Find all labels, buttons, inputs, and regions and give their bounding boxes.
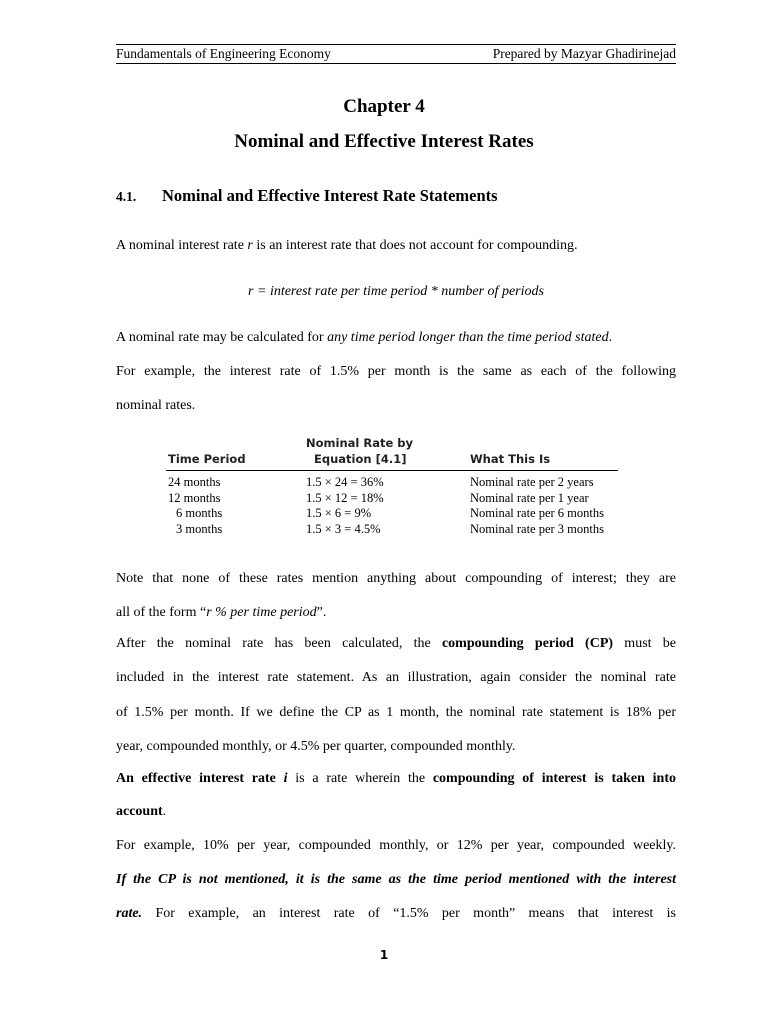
paragraph3-line2 (116, 604, 676, 622)
emphasis-text: r % per time period (206, 605, 317, 620)
header-right: Prepared by Mazyar Ghadirinejad (492, 46, 676, 61)
paragraph2-line3: nominal rates. (116, 398, 196, 413)
table-row (166, 491, 618, 507)
text-run: A nominal interest rate (116, 238, 248, 253)
cell-rate: 1.5 × 12 = 18% (306, 490, 384, 505)
table-row (166, 506, 618, 522)
bold-term: compounding period (CP) (441, 636, 614, 651)
paragraph2-line1 (116, 329, 676, 347)
cell-rate: 1.5 × 24 = 36% (306, 475, 384, 489)
paragraph3-line1: Note that none of these rates mention anything about compounding of interest; they are (116, 571, 676, 586)
paragraph7-line1 (116, 871, 676, 889)
text-run: . (608, 330, 613, 345)
paragraph4-line4: year, compounded monthly, or 4.5% per quarter, compounded monthly. (116, 739, 516, 754)
paragraph7-line2 (116, 905, 676, 923)
text-run: A nominal rate may be calculated for (116, 330, 328, 345)
table-body (166, 471, 618, 537)
cell-what: Nominal rate per 3 months (470, 521, 604, 536)
bold-italic-text: If the CP is not mentioned, it is the same as the time period mentioned with the interest (116, 872, 676, 887)
page-number: 1 (379, 948, 389, 962)
text-run: . (162, 804, 167, 819)
cell-period: 24 months (168, 475, 221, 489)
paragraph2-line2: For example, the interest rate of 1.5% per month is the same as each of the following (116, 364, 676, 379)
text-run: all of the form “ (116, 605, 207, 620)
bold-term: An effective interest rate (116, 771, 284, 786)
section-number: 4.1. (116, 189, 137, 204)
emphasis-text: any time period longer than the time period stated (327, 330, 609, 345)
header-what: What This Is (470, 452, 551, 466)
text-run: ”. (316, 605, 327, 620)
bold-italic-text: rate. (116, 906, 143, 921)
paragraph5-line1 (116, 770, 676, 788)
bold-term: account (116, 804, 163, 819)
header-left: Fundamentals of Engineering Economy (116, 46, 331, 61)
header-nominal-line1: Nominal Rate by (306, 436, 413, 450)
table-header (166, 434, 618, 471)
text-run: After the nominal rate has been calculated, the (116, 636, 442, 651)
text-run: is an interest rate that does not account for compounding. (252, 238, 578, 253)
section-title: Nominal and Effective Interest Rate Statements (162, 186, 498, 205)
cell-rate: 1.5 × 3 = 4.5% (306, 521, 381, 536)
table-row (166, 475, 618, 491)
cell-rate: 1.5 × 6 = 9% (306, 506, 372, 520)
chapter-title: Nominal and Effective Interest Rates (234, 131, 534, 152)
cell-period: 3 months (176, 521, 223, 536)
text-run: must be (613, 636, 676, 651)
text-run: is a rate wherein the (287, 771, 433, 786)
header-time-period: Time Period (168, 452, 246, 466)
text-run: For example, an interest rate of “1.5% per month” means that interest is (142, 906, 676, 921)
paragraph6: For example, 10% per year, compounded monthly, or 12% per year, compounded weekly. (116, 838, 676, 853)
paragraph4-line2: included in the interest rate statement. As an illustration, again consider the nominal rate (116, 670, 676, 685)
header-nominal-line2: Equation [4.1] (314, 452, 407, 466)
running-header (116, 44, 676, 64)
cell-what: Nominal rate per 1 year (470, 490, 589, 505)
formula (116, 283, 676, 301)
nominal-rate-table (166, 434, 618, 537)
cell-what: Nominal rate per 6 months (470, 506, 604, 520)
paragraph-nominal-definition (116, 237, 676, 255)
paragraph5-line2 (116, 803, 676, 821)
table-row (166, 522, 618, 538)
section-heading (116, 186, 498, 206)
formula-text: r = interest rate per time period * number of periods (248, 284, 544, 299)
bold-term: compounding of interest is taken into (432, 771, 676, 786)
cell-what: Nominal rate per 2 years (470, 475, 594, 489)
cell-period: 6 months (176, 506, 223, 520)
chapter-number: Chapter 4 (343, 96, 425, 117)
paragraph4-line3: of 1.5% per month. If we define the CP as 1 month, the nominal rate statement is 18% per (116, 705, 676, 720)
variable-i: i (283, 771, 288, 786)
paragraph4-line1 (116, 635, 676, 653)
cell-period: 12 months (168, 490, 221, 505)
variable-r: r (247, 238, 253, 253)
